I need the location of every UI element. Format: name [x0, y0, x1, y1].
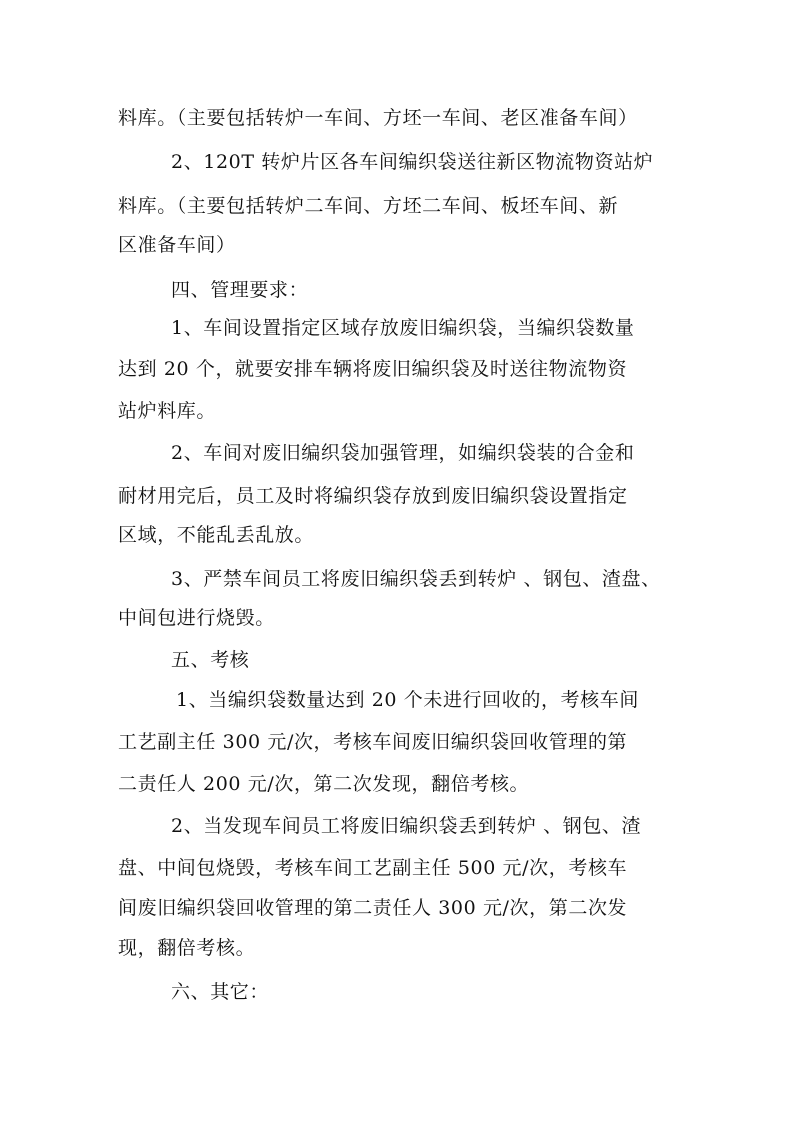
text-line: 间废旧编织袋回收管理的第二责任人 300 元/次，第二次发 — [118, 897, 628, 919]
text-line: 3、严禁车间员工将废旧编织袋丢到转炉 、钢包、渣盘、 — [171, 568, 661, 590]
text-line: 达到 20 个，就要安排车辆将废旧编织袋及时送往物流物资 — [118, 358, 628, 380]
text-line: 料库。（主要包括转炉二车间、方坯二车间、板坯车间、新 — [118, 195, 619, 217]
text-line: 中间包进行烧毁。 — [118, 607, 275, 629]
text-line: 2、当发现车间员工将废旧编织袋丢到转炉 、钢包、渣 — [171, 815, 642, 837]
text-line: 料库。（主要包括转炉一车间、方坯一车间、老区准备车间） — [118, 107, 638, 129]
text-line: 现，翻倍考核。 — [118, 937, 256, 959]
text-line: 耐材用完后，员工及时将编织袋存放到废旧编织袋设置指定 — [118, 485, 628, 507]
text-line: 工艺副主任 300 元/次，考核车间废旧编织袋回收管理的第 — [118, 731, 628, 753]
text-line: 2、车间对废旧编织袋加强管理，如编织袋装的合金和 — [171, 442, 635, 464]
text-line: 1、当编织袋数量达到 20 个未进行回收的，考核车间 — [176, 689, 639, 711]
text-line: 区准备车间） — [118, 234, 236, 256]
text-line: 2、120T 转炉片区各车间编织袋送往新区物流物资站炉 — [171, 151, 654, 173]
text-line: 盘、中间包烧毁，考核车间工艺副主任 500 元/次，考核车 — [118, 857, 628, 879]
section-heading: 五、考核 — [171, 649, 250, 671]
section-heading: 四、管理要求： — [171, 279, 309, 301]
text-line: 1、车间设置指定区域存放废旧编织袋，当编织袋数量 — [171, 317, 635, 339]
section-heading: 六、其它： — [171, 981, 270, 1003]
text-line: 二责任人 200 元/次，第二次发现，翻倍考核。 — [118, 773, 530, 795]
text-line: 区域，不能乱丢乱放。 — [118, 524, 315, 546]
text-line: 站炉料库。 — [118, 400, 217, 422]
